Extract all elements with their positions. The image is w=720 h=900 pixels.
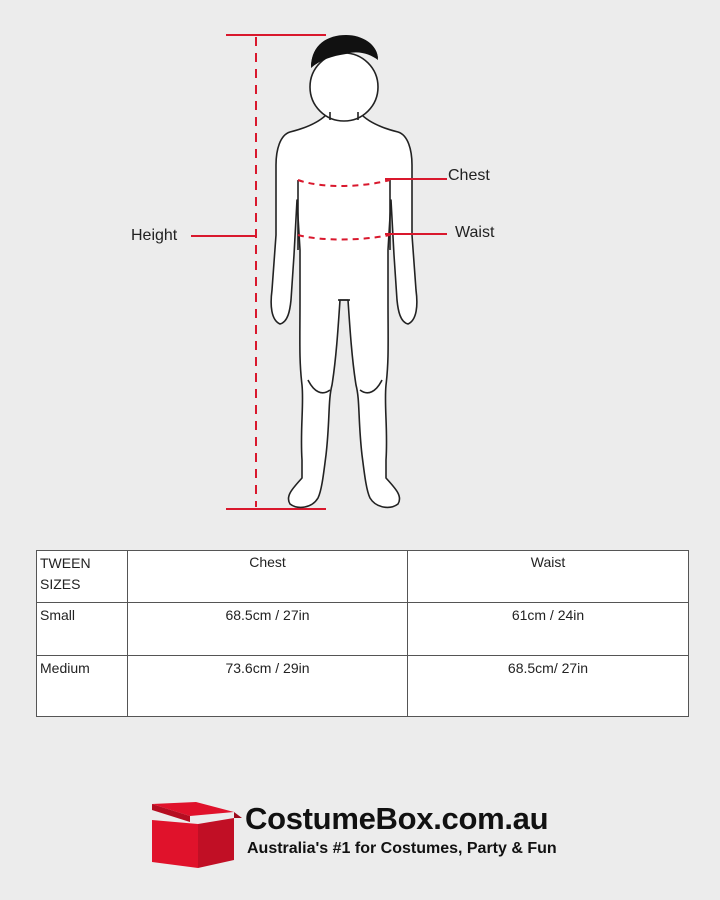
size-name-cell: Medium: [37, 656, 128, 717]
header-tween-sizes: TWEEN SIZES: [37, 551, 128, 603]
size-chart-table: [36, 550, 689, 717]
table-row: [37, 656, 689, 717]
chest-label: Chest: [448, 167, 490, 184]
chest-value-cell: 73.6cm / 29in: [128, 656, 408, 717]
waist-value-cell: 68.5cm/ 27in: [408, 656, 689, 717]
table-row: [37, 603, 689, 656]
box-icon: [150, 800, 242, 870]
waist-value-cell: 61cm / 24in: [408, 603, 689, 656]
header-chest: Chest: [128, 551, 408, 603]
chest-value-cell: 68.5cm / 27in: [128, 603, 408, 656]
header-waist: Waist: [408, 551, 689, 603]
brand-name: CostumeBox.com.au: [245, 801, 549, 836]
body-outline: [271, 53, 417, 507]
waist-label: Waist: [455, 224, 495, 241]
size-name-cell: Small: [37, 603, 128, 656]
height-label: Height: [131, 227, 178, 244]
brand-tagline: Australia's #1 for Costumes, Party & Fun: [247, 840, 557, 857]
table-header-row: [37, 551, 689, 603]
